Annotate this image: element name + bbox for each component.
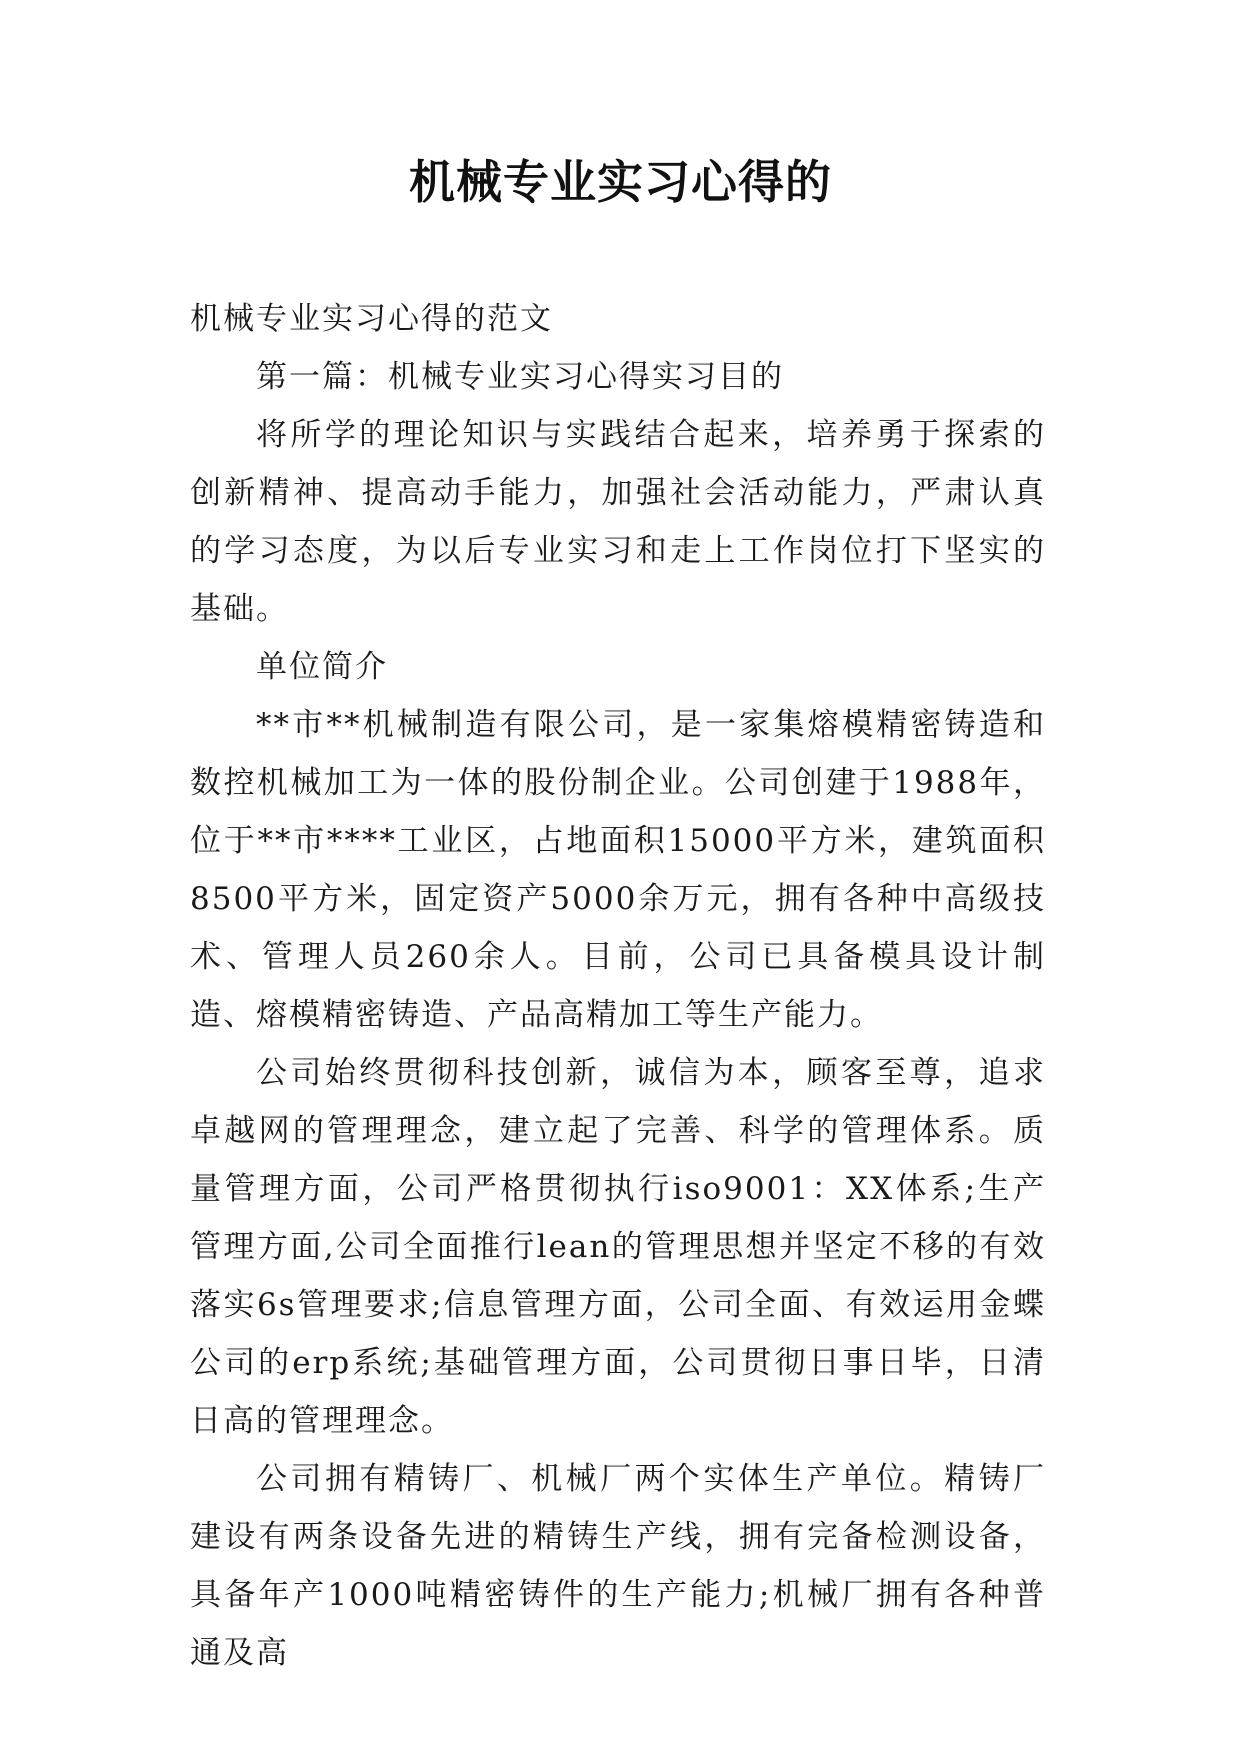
paragraph-section-heading: 第一篇：机械专业实习心得实习目的 <box>256 359 784 395</box>
document-title: 机械专业实习心得的 <box>409 155 832 209</box>
paragraph-production-units: 公司拥有精铸厂、机械厂两个实体生产单位。精铸厂建设有两条设备先进的精铸生产线，拥有完备检测设备，具备年产1000吨精密铸件的生产能力;机械厂拥有各种普通及高 <box>190 1461 1046 1671</box>
paragraph-unit-heading: 单位简介 <box>256 649 388 685</box>
paragraph-company-intro: **市**机械制造有限公司，是一家集熔模精密铸造和数控机械加工为一体的股份制企业。公司创建于1988年，位于**市****工业区，占地面积15000平方米，建筑面积8500平方米，固定资产5000余万元，拥有各种中高级技术、管理人员260余人。目前，公司已具备模具设计制造、熔模精密铸造、产品高精加工等生产能力。 <box>190 707 1046 1033</box>
paragraph-purpose: 将所学的理论知识与实践结合起来，培养勇于探索的创新精神、提高动手能力，加强社会活动能力，严肃认真的学习态度，为以后专业实习和走上工作岗位打下坚实的基础。 <box>190 417 1046 627</box>
paragraph-subtitle: 机械专业实习心得的范文 <box>190 301 553 337</box>
paragraph-management: 公司始终贯彻科技创新，诚信为本，顾客至尊，追求卓越网的管理理念，建立起了完善、科学的管理体系。质量管理方面，公司严格贯彻执行iso9001：XX体系;生产管理方面,公司全面推行lean的管理思想并坚定不移的有效落实6s管理要求;信息管理方面，公司全面、有效运用金蝶公司的erp系统;基础管理方面，公司贯彻日事日毕，日清日高的管理理念。 <box>190 1055 1046 1439</box>
document-body <box>190 290 1046 1682</box>
